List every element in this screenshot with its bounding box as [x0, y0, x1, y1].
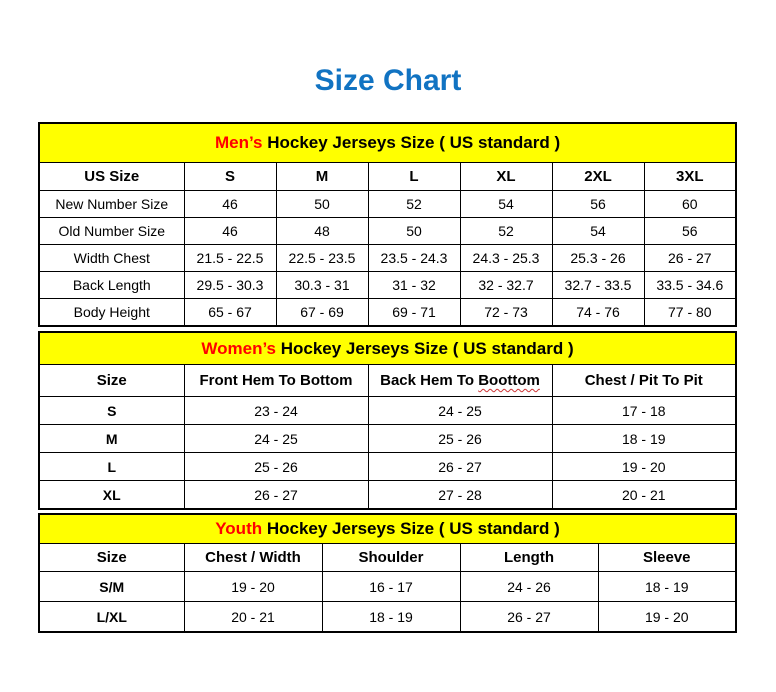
youth-section-title: [39, 514, 736, 544]
row-label: Old Number Size: [39, 218, 184, 245]
row-label: New Number Size: [39, 191, 184, 218]
cell: 69 - 71: [368, 299, 460, 327]
cell: 72 - 73: [460, 299, 552, 327]
youth-col-chest-width: Chest / Width: [184, 544, 322, 572]
cell: 23.5 - 24.3: [368, 245, 460, 272]
cell: 24 - 25: [368, 397, 552, 425]
table-row: [39, 245, 736, 272]
misspelled-word-squiggle: Boottom: [478, 372, 540, 389]
cell: 54: [552, 218, 644, 245]
page-title: Size Chart: [314, 64, 462, 97]
mens-col-l: L: [368, 163, 460, 191]
row-label: Width Chest: [39, 245, 184, 272]
cell: 18 - 19: [598, 572, 736, 602]
table-row: [39, 602, 736, 633]
cell: 26 - 27: [184, 481, 368, 510]
cell: 33.5 - 34.6: [644, 272, 736, 299]
cell: 25 - 26: [184, 453, 368, 481]
cell: 24.3 - 25.3: [460, 245, 552, 272]
mens-size-table: [38, 122, 737, 327]
mens-col-3xl: 3XL: [644, 163, 736, 191]
cell: 30.3 - 31: [276, 272, 368, 299]
womens-header-row: [39, 365, 736, 397]
womens-section-highlight: Women’s: [201, 338, 276, 358]
row-label: M: [39, 425, 184, 453]
cell: 20 - 21: [552, 481, 736, 510]
cell: 52: [460, 218, 552, 245]
table-row: [39, 481, 736, 510]
youth-col-size: Size: [39, 544, 184, 572]
youth-header-row: [39, 544, 736, 572]
row-label: Body Height: [39, 299, 184, 327]
cell: 50: [276, 191, 368, 218]
cell: 27 - 28: [368, 481, 552, 510]
mens-col-2xl: 2XL: [552, 163, 644, 191]
cell: 31 - 32: [368, 272, 460, 299]
cell: 26 - 27: [368, 453, 552, 481]
cell: 46: [184, 218, 276, 245]
cell: 19 - 20: [184, 572, 322, 602]
mens-section-band: [39, 123, 736, 163]
cell: 16 - 17: [322, 572, 460, 602]
cell: 29.5 - 30.3: [184, 272, 276, 299]
youth-section-highlight: Youth: [215, 519, 263, 538]
table-row: [39, 191, 736, 218]
mens-col-xl: XL: [460, 163, 552, 191]
youth-section-band: [39, 514, 736, 544]
cell: 32 - 32.7: [460, 272, 552, 299]
cell: 52: [368, 191, 460, 218]
table-row: [39, 397, 736, 425]
cell: 20 - 21: [184, 602, 322, 633]
table-row: [39, 572, 736, 602]
row-label: Back Length: [39, 272, 184, 299]
youth-col-length: Length: [460, 544, 598, 572]
cell: 56: [644, 218, 736, 245]
cell: 46: [184, 191, 276, 218]
womens-section-band: [39, 332, 736, 365]
cell: 21.5 - 22.5: [184, 245, 276, 272]
womens-col-size: Size: [39, 365, 184, 397]
womens-col-back-hem: [368, 365, 552, 397]
row-label: L: [39, 453, 184, 481]
cell: 26 - 27: [460, 602, 598, 633]
cell: 48: [276, 218, 368, 245]
cell: 60: [644, 191, 736, 218]
cell: 67 - 69: [276, 299, 368, 327]
table-row: [39, 218, 736, 245]
youth-size-table: [38, 513, 737, 633]
mens-header-row: [39, 163, 736, 191]
back-hem-prefix: Back Hem To: [380, 372, 479, 389]
table-row: [39, 453, 736, 481]
size-tables-container: [38, 122, 735, 633]
cell: 18 - 19: [322, 602, 460, 633]
cell: 17 - 18: [552, 397, 736, 425]
mens-section-title: [39, 123, 736, 163]
youth-col-shoulder: Shoulder: [322, 544, 460, 572]
womens-size-table: [38, 331, 737, 510]
row-label: S: [39, 397, 184, 425]
youth-section-rest: Hockey Jerseys Size ( US standard ): [262, 519, 560, 538]
womens-section-title: [39, 332, 736, 365]
cell: 25 - 26: [368, 425, 552, 453]
row-label: XL: [39, 481, 184, 510]
cell: 26 - 27: [644, 245, 736, 272]
table-row: [39, 272, 736, 299]
cell: 24 - 25: [184, 425, 368, 453]
table-row: [39, 299, 736, 327]
cell: 32.7 - 33.5: [552, 272, 644, 299]
row-label: S/M: [39, 572, 184, 602]
youth-col-sleeve: Sleeve: [598, 544, 736, 572]
cell: 19 - 20: [598, 602, 736, 633]
cell: 50: [368, 218, 460, 245]
womens-col-chest: Chest / Pit To Pit: [552, 365, 736, 397]
cell: 18 - 19: [552, 425, 736, 453]
table-row: [39, 425, 736, 453]
mens-col-s: S: [184, 163, 276, 191]
cell: 74 - 76: [552, 299, 644, 327]
cell: 19 - 20: [552, 453, 736, 481]
cell: 65 - 67: [184, 299, 276, 327]
mens-col-us-size: US Size: [39, 163, 184, 191]
cell: 56: [552, 191, 644, 218]
cell: 22.5 - 23.5: [276, 245, 368, 272]
mens-section-highlight: Men’s: [214, 133, 263, 152]
cell: 23 - 24: [184, 397, 368, 425]
womens-section-rest: Hockey Jerseys Size ( US standard ): [276, 338, 574, 358]
cell: 25.3 - 26: [552, 245, 644, 272]
mens-section-rest: Hockey Jerseys Size ( US standard ): [262, 133, 561, 152]
cell: 54: [460, 191, 552, 218]
row-label: L/XL: [39, 602, 184, 633]
mens-col-m: M: [276, 163, 368, 191]
cell: 77 - 80: [644, 299, 736, 327]
cell: 24 - 26: [460, 572, 598, 602]
womens-col-front-hem: Front Hem To Bottom: [184, 365, 368, 397]
